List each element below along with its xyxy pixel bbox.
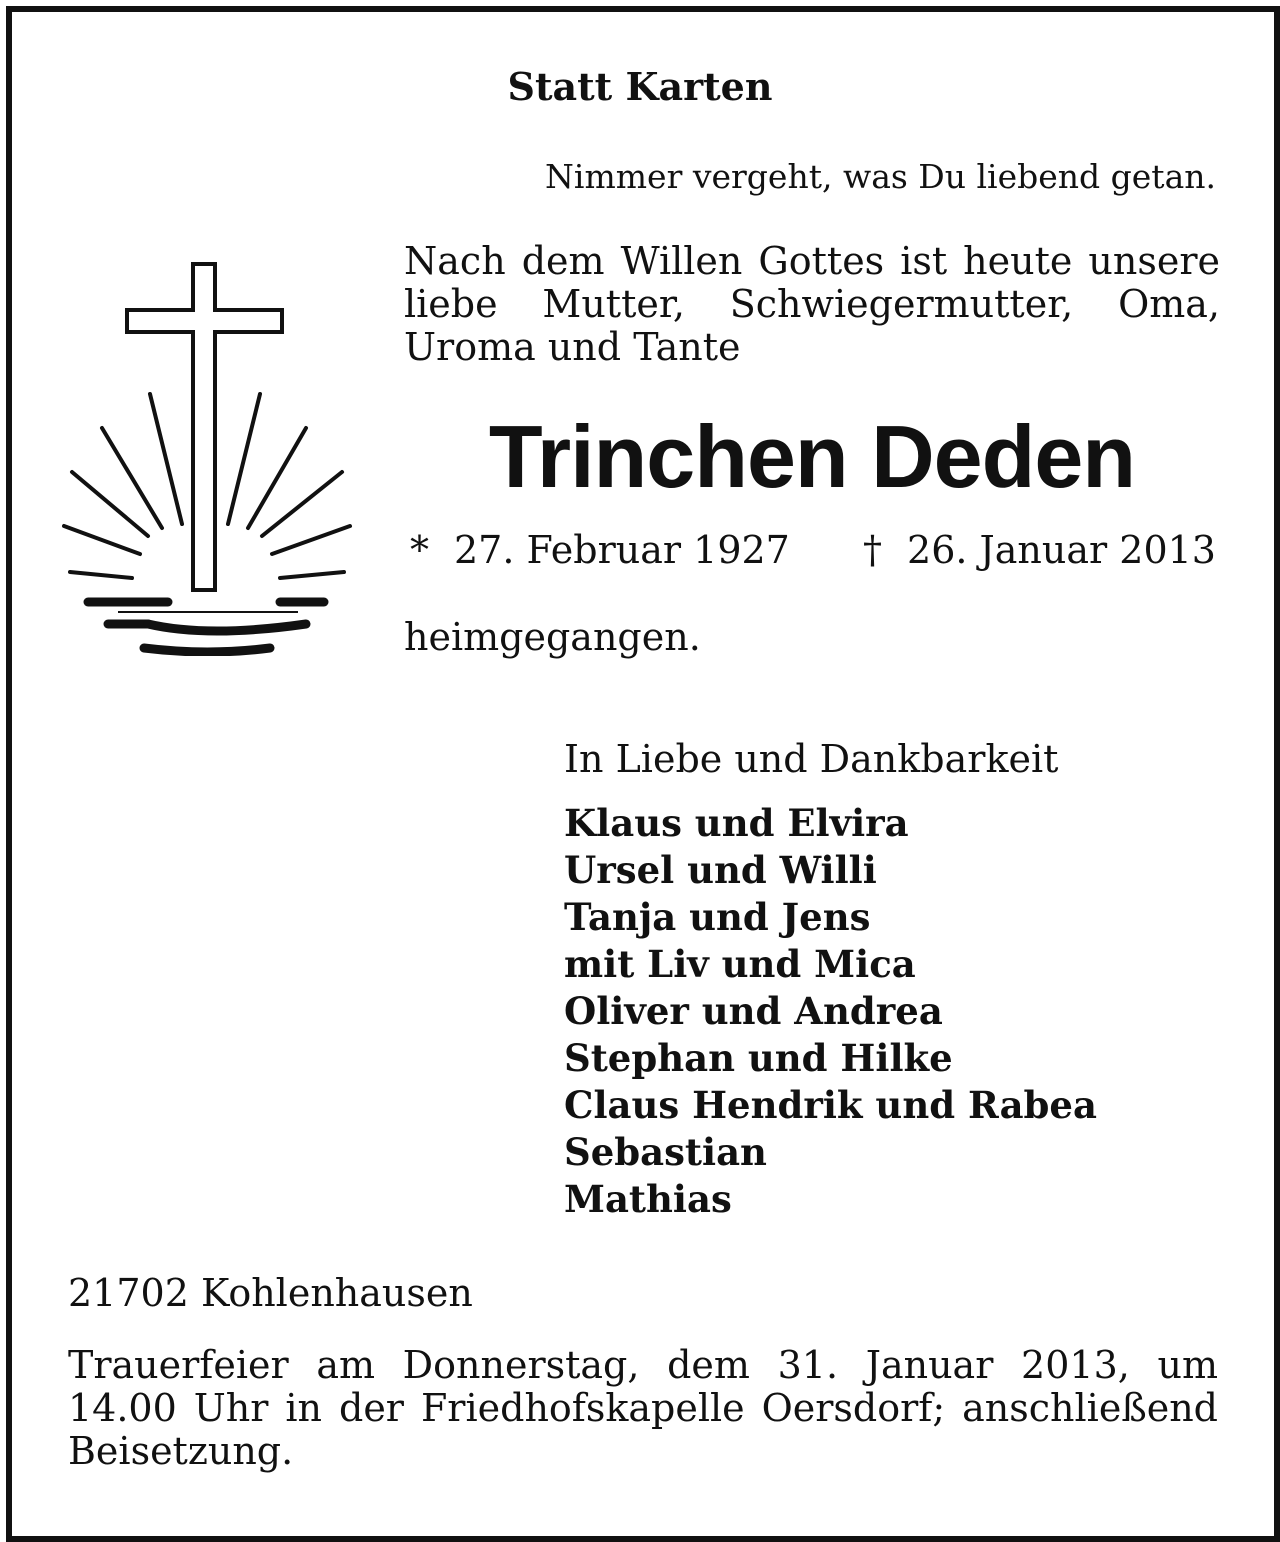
motto: Nimmer vergeht, was Du liebend getan. bbox=[545, 157, 1216, 196]
mourners-list bbox=[564, 800, 1097, 1223]
mourner-name: Oliver und Andrea bbox=[564, 989, 943, 1033]
mourner-name: Tanja und Jens bbox=[564, 895, 871, 939]
mourner-name: Mathias bbox=[564, 1177, 732, 1221]
intro-text: Nach dem Willen Gottes ist heute unsere liebe Mutter, Schwiegermutter, Oma, Uroma und Tante bbox=[404, 239, 1220, 369]
death-date-line bbox=[863, 526, 1216, 574]
passed-text: heimgegangen. bbox=[404, 615, 701, 659]
notice-header: Statt Karten bbox=[507, 64, 773, 109]
life-dates bbox=[404, 526, 1216, 576]
birth-date: 27. Februar 1927 bbox=[454, 528, 790, 572]
mourner-name: Ursel und Willi bbox=[564, 848, 877, 892]
service-info: Trauerfeier am Donnerstag, dem 31. Januar 2013, um 14.00 Uhr in der Friedhofskapelle Oersdorf; anschließend Beisetzung. bbox=[68, 1343, 1218, 1473]
mourner-name: Stephan und Hilke bbox=[564, 1036, 953, 1080]
mourner-name: Sebastian bbox=[564, 1130, 767, 1174]
deceased-name: Trinchen Deden bbox=[488, 407, 1136, 506]
birth-date-line bbox=[410, 526, 790, 574]
cross-sunrise-icon bbox=[58, 256, 358, 656]
birth-symbol: * bbox=[410, 528, 429, 572]
death-symbol: † bbox=[863, 528, 883, 572]
mourner-name: Claus Hendrik und Rabea bbox=[564, 1083, 1097, 1127]
mourner-name: mit Liv und Mica bbox=[564, 942, 916, 986]
address: 21702 Kohlenhausen bbox=[68, 1271, 473, 1315]
closing-text: In Liebe und Dankbarkeit bbox=[564, 737, 1059, 781]
death-date: 26. Januar 2013 bbox=[907, 528, 1216, 572]
mourner-name: Klaus und Elvira bbox=[564, 801, 909, 845]
